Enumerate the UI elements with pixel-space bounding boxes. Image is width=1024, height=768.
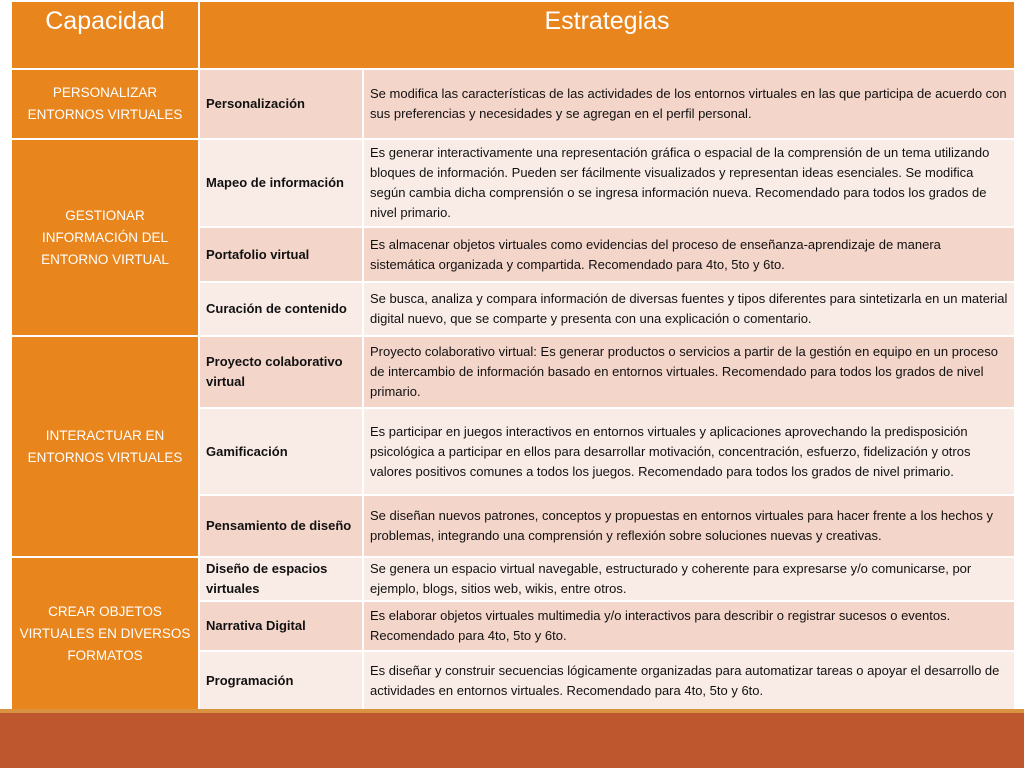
description-cell: Se busca, analiza y compara información de diversas fuentes y tipos diferentes para sintetizarla en un material digital nuevo, que se comparte y presenta con una explicación o comentario. (363, 282, 1015, 336)
description-cell: Es generar interactivamente una representación gráfica o espacial de la comprensión de un tema utilizando bloques de información. Pueden ser fácilmente visualizados y representan ideas esenciales. Se modifica según cambia dicha comprensión o se ingresa información nueva. Recomendado para todos los grados de nivel primario. (363, 139, 1015, 227)
capacidad-cell: INTERACTUAR EN ENTORNOS VIRTUALES (11, 336, 199, 557)
description-cell: Se genera un espacio virtual navegable, estructurado y coherente para expresarse y/o comunicarse, por ejemplo, blogs, sitios web, wikis, entre otros. (363, 557, 1015, 601)
capacidad-cell: PERSONALIZAR ENTORNOS VIRTUALES (11, 69, 199, 139)
footer-divider (0, 709, 1024, 713)
table-row (11, 336, 1015, 408)
strategy-cell: Programación (199, 651, 363, 710)
table-header-row (11, 1, 1015, 69)
description-cell: Es participar en juegos interactivos en entornos virtuales y aplicaciones aprovechando la predisposición psicológica a participar en ellos para desarrollar motivación, concentración, esfuerzo, fidelización y otros valores positivos comunes a todos los juegos. Recomendado para todos los grados de nivel primario. (363, 408, 1015, 495)
strategy-cell: Portafolio virtual (199, 227, 363, 282)
description-cell: Es elaborar objetos virtuales multimedia y/o interactivos para describir o registrar sucesos o eventos. Recomendado para 4to, 5to y 6to. (363, 601, 1015, 651)
description-cell: Se diseñan nuevos patrones, conceptos y propuestas en entornos virtuales para hacer frente a los hechos y problemas, integrando una comprensión y reflexión sobre soluciones nuevas y creativas. (363, 495, 1015, 557)
description-cell: Se modifica las características de las actividades de los entornos virtuales en las que participa de acuerdo con sus preferencias y necesidades y se agregan en el perfil personal. (363, 69, 1015, 139)
description-cell: Proyecto colaborativo virtual: Es generar productos o servicios a partir de la gestión en equipo en un proceso de intercambio de información basado en entornos virtuales. Recomendado para todos los grados de nivel primario. (363, 336, 1015, 408)
description-cell: Es almacenar objetos virtuales como evidencias del proceso de enseñanza-aprendizaje de manera sistemática organizada y compartida. Recomendado para 4to, 5to y 6to. (363, 227, 1015, 282)
strategy-cell: Mapeo de información (199, 139, 363, 227)
header-estrategias: Estrategias (199, 1, 1015, 69)
strategy-cell: Curación de contenido (199, 282, 363, 336)
table-row (11, 69, 1015, 139)
header-capacidad: Capacidad (11, 1, 199, 69)
strategy-cell: Personalización (199, 69, 363, 139)
strategy-cell: Pensamiento de diseño (199, 495, 363, 557)
footer-band (0, 709, 1024, 768)
table-row (11, 557, 1015, 601)
strategies-table (10, 0, 1016, 711)
table-row (11, 139, 1015, 227)
strategy-cell: Proyecto colaborativo virtual (199, 336, 363, 408)
strategy-cell: Diseño de espacios virtuales (199, 557, 363, 601)
capacidad-cell: GESTIONAR INFORMACIÓN DEL ENTORNO VIRTUAL (11, 139, 199, 336)
capacidad-cell: CREAR OBJETOS VIRTUALES EN DIVERSOS FORMATOS (11, 557, 199, 710)
strategy-cell: Gamificación (199, 408, 363, 495)
description-cell: Es diseñar y construir secuencias lógicamente organizadas para automatizar tareas o apoyar el desarrollo de actividades en entornos virtuales. Recomendado para 4to, 5to y 6to. (363, 651, 1015, 710)
strategy-cell: Narrativa Digital (199, 601, 363, 651)
